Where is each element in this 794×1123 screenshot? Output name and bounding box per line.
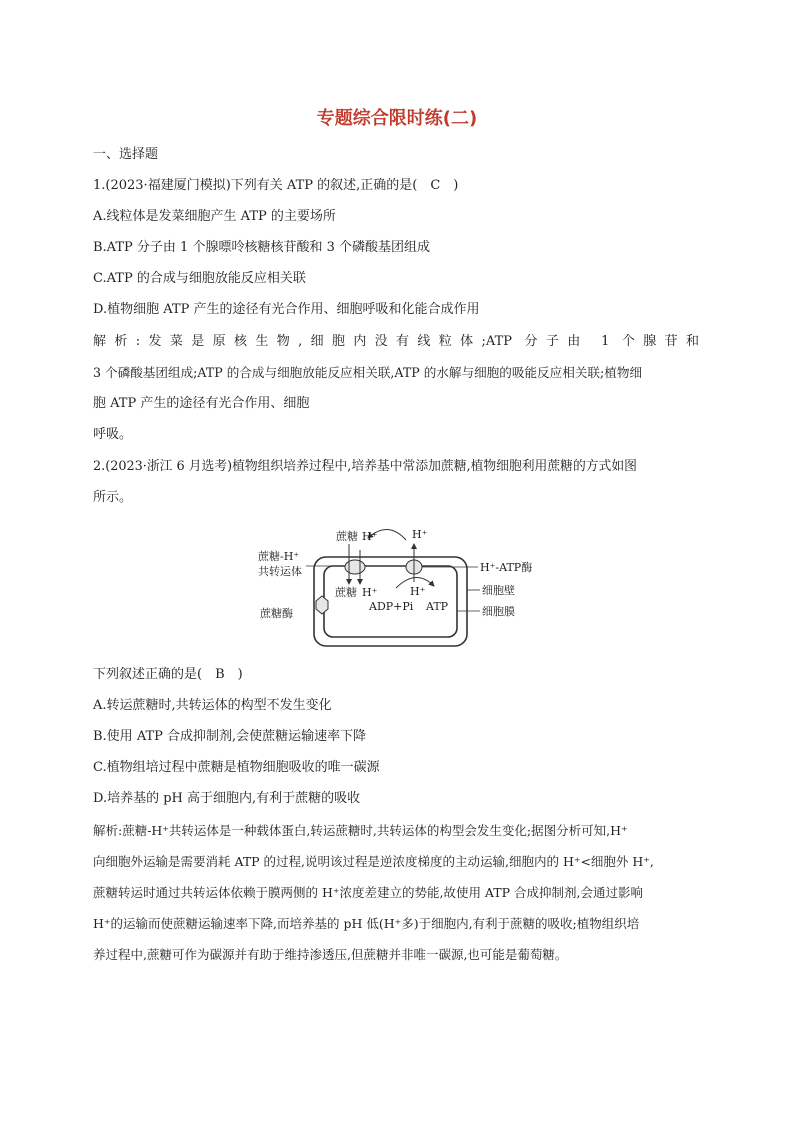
- q2-analysis-line-5: 养过程中,蔗糖可作为碳源并有助于维持渗透压,但蔗糖并非唯一碳源,也可能是葡萄糖。: [93, 947, 568, 962]
- q1-analysis-line-4: 呼吸。: [93, 427, 133, 442]
- q2-option-c: C.植物组培过程中蔗糖是植物细胞吸收的唯一碳源: [93, 760, 380, 775]
- q2-stem-line-1: 2.(2023·浙江 6 月选考)植物组织培养过程中,培养基中常添加蔗糖,植物细胞利用蔗糖的方式如图: [93, 459, 637, 474]
- q2-analysis-line-2: 向细胞外运输是需要消耗 ATP 的过程,说明该过程是逆浓度梯度的主动运输,细胞内的 H⁺<细胞外 H⁺,: [93, 854, 654, 869]
- q2-stem-line-2: 所示。: [93, 490, 133, 505]
- q1-option-b: B.ATP 分子由 1 个腺嘌呤核糖核苷酸和 3 个磷酸基团组成: [93, 240, 430, 255]
- label-cell-membrane: 细胞膜: [482, 605, 515, 618]
- sucrose-transport-diagram: [256, 520, 546, 652]
- sucrase-shape: [316, 596, 328, 614]
- label-h-outside-right: H⁺: [412, 528, 428, 541]
- q1-analysis-line-2: 3 个磷酸基团组成;ATP 的合成与细胞放能反应相关联,ATP 的水解与细胞的吸能反应相关联;植物细: [93, 365, 643, 380]
- q2-analysis-line-3: 蔗糖转运时通过共转运体依赖于膜两侧的 H⁺浓度差建立的势能,故使用 ATP 合成抑制剂,会通过影响: [93, 885, 643, 900]
- q1-stem: 1.(2023·福建厦门模拟)下列有关 ATP 的叙述,正确的是( C ): [93, 178, 459, 193]
- label-sucrose-inside: 蔗糖: [335, 586, 357, 599]
- q1-option-a: A.线粒体是发菜细胞产生 ATP 的主要场所: [93, 209, 336, 224]
- label-h-atpase: H⁺-ATP酶: [480, 561, 533, 574]
- label-adp-pi: ADP+Pi: [369, 600, 414, 613]
- q1-option-c: C.ATP 的合成与细胞放能反应相关联: [93, 271, 306, 286]
- page-title: 专题综合限时练(二): [316, 108, 478, 129]
- cotransporter-shape: [345, 560, 365, 574]
- q2-option-a: A.转运蔗糖时,共转运体的构型不发生变化: [93, 698, 332, 713]
- q2-question: 下列叙述正确的是( B ): [93, 667, 243, 682]
- label-sucrose-outside: 蔗糖: [336, 530, 358, 543]
- q2-analysis-line-4: H⁺的运输而使蔗糖运输速率下降,而培养基的 pH 低(H⁺多)于细胞内,有利于蔗糖的吸收;植物组织培: [93, 916, 640, 931]
- label-atp: ATP: [426, 600, 449, 613]
- label-cotransporter-1: 蔗糖-H⁺: [258, 550, 300, 563]
- section-heading: 一、选择题: [93, 147, 159, 162]
- q1-analysis-line-1: 解析:发菜是原核生物,细胞内没有线粒体;ATP 分子由 1 个腺苷和: [93, 334, 699, 349]
- q2-analysis-line-1: 解析:蔗糖-H⁺共转运体是一种载体蛋白,转运蔗糖时,共转运体的构型会发生变化;据图分析可知,H⁺: [93, 823, 628, 838]
- label-sucrase: 蔗糖酶: [260, 607, 293, 620]
- label-h-inside-left: H⁺: [362, 586, 378, 599]
- label-cotransporter-2: 共转运体: [258, 565, 302, 578]
- label-h-inside-right: H⁺: [410, 585, 426, 598]
- q2-option-d: D.培养基的 pH 高于细胞内,有利于蔗糖的吸收: [93, 791, 361, 806]
- q1-analysis-line-3: 胞 ATP 产生的途径有光合作用、细胞: [93, 396, 310, 411]
- q1-option-d: D.植物细胞 ATP 产生的途径有光合作用、细胞呼吸和化能合成作用: [93, 302, 480, 317]
- q2-option-b: B.使用 ATP 合成抑制剂,会使蔗糖运输速率下降: [93, 729, 367, 744]
- label-cell-wall: 细胞壁: [482, 584, 515, 597]
- label-h-outside-left: H⁺: [362, 530, 378, 543]
